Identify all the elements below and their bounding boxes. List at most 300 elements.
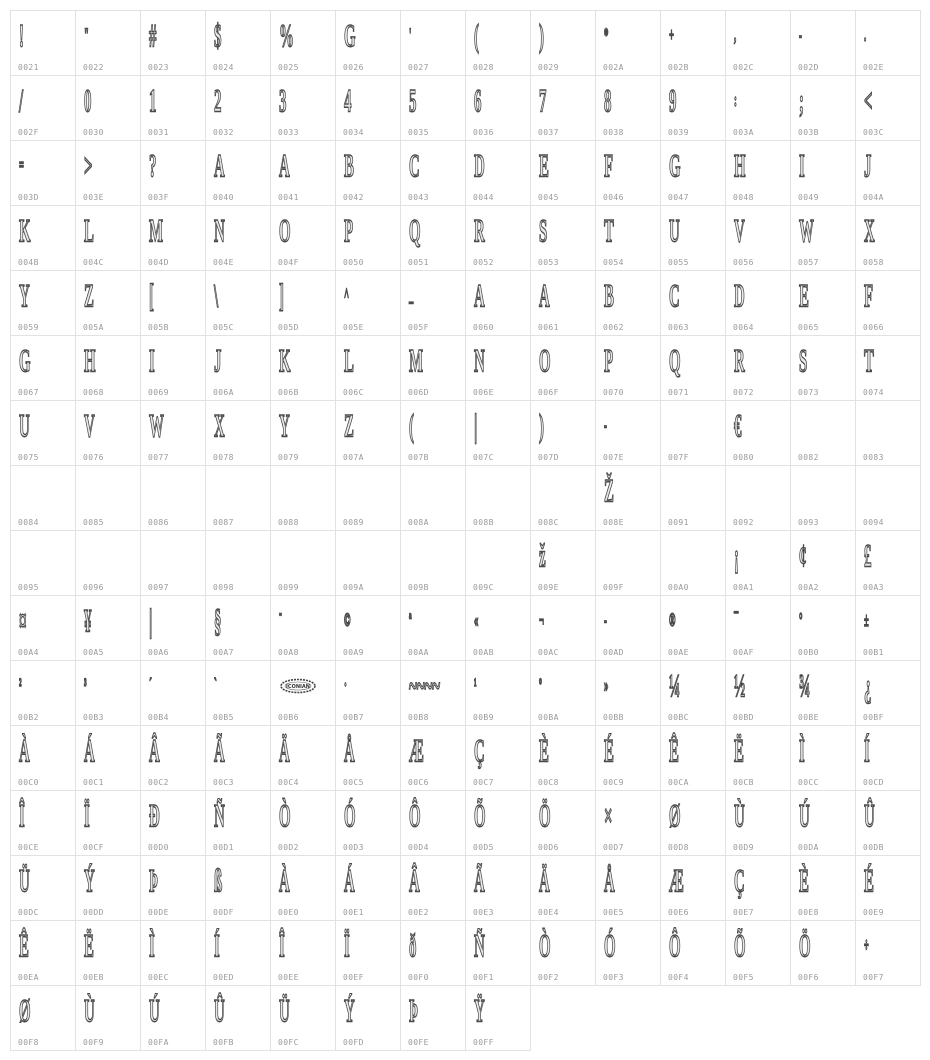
glyph-char: B: [604, 279, 614, 315]
glyph-cell-0030[interactable]: [75, 75, 141, 141]
glyph-cell-008a[interactable]: [400, 465, 466, 531]
codepoint-label: 0059: [18, 323, 39, 332]
glyph-cell-0088[interactable]: [270, 465, 336, 531]
glyph-char: Y: [279, 409, 290, 445]
glyph-cell-0028[interactable]: [465, 10, 531, 76]
codepoint-label: 0073: [798, 388, 819, 397]
glyph-cell-00d8[interactable]: [660, 790, 726, 856]
glyph-cell-0038[interactable]: [595, 75, 661, 141]
codepoint-label: 0080: [733, 453, 754, 462]
glyph-char: [19, 527, 50, 586]
glyph-cell-0087[interactable]: [205, 465, 271, 531]
glyph-cell-00ee[interactable]: [270, 920, 336, 986]
glyph-cell-00e2[interactable]: [400, 855, 466, 921]
glyph-cell-0089[interactable]: [335, 465, 401, 531]
glyph-cell-00e7[interactable]: [725, 855, 791, 921]
glyph-char: *: [604, 26, 609, 47]
glyph-cell-004c[interactable]: [75, 205, 141, 271]
glyph-cell-004f[interactable]: [270, 205, 336, 271]
glyph-cell-00ad[interactable]: [595, 595, 661, 661]
glyph-cell-00f7[interactable]: [855, 920, 921, 986]
glyph-cell-00d1[interactable]: [205, 790, 271, 856]
glyph-cell-00d0[interactable]: [140, 790, 206, 856]
glyph-cell-00ec[interactable]: [140, 920, 206, 986]
glyph-cell-00b9[interactable]: [465, 660, 531, 726]
glyph-cell-0050[interactable]: [335, 205, 401, 271]
glyph-cell-00e3[interactable]: [465, 855, 531, 921]
glyph-char: Ñ: [214, 799, 225, 835]
glyph-cell-0086[interactable]: [140, 465, 206, 531]
codepoint-label: 0071: [668, 388, 689, 397]
glyph-cell-002e[interactable]: [855, 10, 921, 76]
codepoint-label: 007F: [668, 453, 689, 462]
glyph-cell-00e4[interactable]: [530, 855, 596, 921]
glyph-cell-00ce[interactable]: [10, 790, 76, 856]
codepoint-label: 0054: [603, 258, 624, 267]
glyph-cell-00aa[interactable]: [400, 595, 466, 661]
glyph-cell-00fd[interactable]: [335, 985, 401, 1051]
glyph-cell-0073[interactable]: [790, 335, 856, 401]
glyph-cell-007c[interactable]: [465, 400, 531, 466]
codepoint-label: 00A8: [278, 648, 299, 657]
glyph-cell-00bf[interactable]: [855, 660, 921, 726]
codepoint-label: 00DF: [213, 908, 234, 917]
glyph-char: 5: [409, 84, 417, 120]
codepoint-label: 00B5: [213, 713, 234, 722]
glyph-cell-00e1[interactable]: [335, 855, 401, 921]
glyph-cell-00b6[interactable]: [270, 660, 336, 726]
codepoint-label: 003B: [798, 128, 819, 137]
glyph-char: .: [864, 26, 867, 47]
codepoint-label: 00F4: [668, 973, 689, 982]
glyph-char: Ê: [19, 929, 29, 965]
glyph-cell-0023[interactable]: [140, 10, 206, 76]
glyph-cell-0084[interactable]: [10, 465, 76, 531]
glyph-cell-0068[interactable]: [75, 335, 141, 401]
glyph-cell-00b7[interactable]: [335, 660, 401, 726]
glyph-cell-0053[interactable]: [530, 205, 596, 271]
svg-text:ICONIAN: ICONIAN: [286, 684, 310, 690]
glyph-cell-0085[interactable]: [75, 465, 141, 531]
glyph-cell-0042[interactable]: [335, 140, 401, 206]
glyph-cell-0037[interactable]: [530, 75, 596, 141]
codepoint-label: 00EA: [18, 973, 39, 982]
codepoint-label: 0099: [278, 583, 299, 592]
glyph-cell-00cf[interactable]: [75, 790, 141, 856]
glyph-cell-0049[interactable]: [790, 140, 856, 206]
glyph-cell-00a0[interactable]: [660, 530, 726, 596]
glyph-cell-0066[interactable]: [855, 270, 921, 336]
glyph-char: U: [669, 214, 680, 250]
glyph-cell-00a7[interactable]: [205, 595, 271, 661]
glyph-char: ±: [864, 611, 869, 632]
glyph-cell-0079[interactable]: [270, 400, 336, 466]
glyph-cell-00ef[interactable]: [335, 920, 401, 986]
glyph-cell-006a[interactable]: [205, 335, 271, 401]
glyph-char: Õ: [474, 799, 486, 835]
glyph-cell-007e[interactable]: [595, 400, 661, 466]
glyph-cell-00f6[interactable]: [790, 920, 856, 986]
glyph-cell-00db[interactable]: [855, 790, 921, 856]
codepoint-label: 0049: [798, 193, 819, 202]
glyph-cell-008c[interactable]: [530, 465, 596, 531]
glyph-cell-0044[interactable]: [465, 140, 531, 206]
glyph-char: ^: [344, 286, 350, 307]
glyph-cell-0096[interactable]: [75, 530, 141, 596]
glyph-cell-0029[interactable]: [530, 10, 596, 76]
glyph-cell-003d[interactable]: [10, 140, 76, 206]
glyph-cell-005c[interactable]: [205, 270, 271, 336]
glyph-cell-00e0[interactable]: [270, 855, 336, 921]
glyph-cell-00f3[interactable]: [595, 920, 661, 986]
glyph-cell-00d7[interactable]: [595, 790, 661, 856]
glyph-cell-009a[interactable]: [335, 530, 401, 596]
codepoint-label: 0047: [668, 193, 689, 202]
glyph-cell-003b[interactable]: [790, 75, 856, 141]
codepoint-label: 005E: [343, 323, 364, 332]
glyph-char: G: [344, 19, 356, 55]
glyph-cell-00f2[interactable]: [530, 920, 596, 986]
glyph-cell-0035[interactable]: [400, 75, 466, 141]
codepoint-label: 0043: [408, 193, 429, 202]
glyph-char: B: [344, 149, 354, 185]
glyph-cell-005e[interactable]: [335, 270, 401, 336]
glyph-char: A: [214, 149, 225, 185]
glyph-cell-00da[interactable]: [790, 790, 856, 856]
glyph-cell-0091[interactable]: [660, 465, 726, 531]
glyph-cell-0059[interactable]: [10, 270, 76, 336]
glyph-cell-00f8[interactable]: [10, 985, 76, 1051]
glyph-cell-0078[interactable]: [205, 400, 271, 466]
glyph-cell-00c2[interactable]: [140, 725, 206, 791]
glyph-cell-00a4[interactable]: [10, 595, 76, 661]
glyph-cell-00c0[interactable]: [10, 725, 76, 791]
glyph-char: ÷: [864, 936, 869, 957]
glyph-cell-00c5[interactable]: [335, 725, 401, 791]
glyph-cell-005a[interactable]: [75, 270, 141, 336]
glyph-cell-0095[interactable]: [10, 530, 76, 596]
glyph-cell-00c9[interactable]: [595, 725, 661, 791]
glyph-cell-00ff[interactable]: [465, 985, 531, 1051]
glyph-cell-00b3[interactable]: [75, 660, 141, 726]
glyph-char: O: [539, 344, 551, 380]
glyph-cell-00b8[interactable]: [400, 660, 466, 726]
glyph-cell-0025[interactable]: [270, 10, 336, 76]
glyph-char: Ø: [19, 994, 31, 1030]
glyph-char: Ã: [214, 734, 225, 770]
glyph-cell-00a5[interactable]: [75, 595, 141, 661]
glyph-cell-00d5[interactable]: [465, 790, 531, 856]
glyph-cell-00f4[interactable]: [660, 920, 726, 986]
glyph-cell-008b[interactable]: [465, 465, 531, 531]
glyph-cell-007a[interactable]: [335, 400, 401, 466]
glyph-cell-009c[interactable]: [465, 530, 531, 596]
glyph-cell-00a8[interactable]: [270, 595, 336, 661]
glyph-char: I: [149, 344, 155, 380]
glyph-cell-00f1[interactable]: [465, 920, 531, 986]
glyph-cell-00d2[interactable]: [270, 790, 336, 856]
glyph-cell-0070[interactable]: [595, 335, 661, 401]
codepoint-label: 00CD: [863, 778, 884, 787]
glyph-cell-0074[interactable]: [855, 335, 921, 401]
glyph-cell-00dc[interactable]: [10, 855, 76, 921]
glyph-cell-00ea[interactable]: [10, 920, 76, 986]
glyph-char: Q: [669, 344, 681, 380]
codepoint-label: 00B3: [83, 713, 104, 722]
glyph-cell-00a6[interactable]: [140, 595, 206, 661]
codepoint-label: 0029: [538, 63, 559, 72]
glyph-cell-0075[interactable]: [10, 400, 76, 466]
codepoint-label: 0063: [668, 323, 689, 332]
glyph-cell-004d[interactable]: [140, 205, 206, 271]
glyph-cell-002f[interactable]: [10, 75, 76, 141]
codepoint-label: 00FC: [278, 1038, 299, 1047]
glyph-cell-00dd[interactable]: [75, 855, 141, 921]
glyph-cell-00e6[interactable]: [660, 855, 726, 921]
glyph-cell-0039[interactable]: [660, 75, 726, 141]
codepoint-label: 00D7: [603, 843, 624, 852]
glyph-cell-00ed[interactable]: [205, 920, 271, 986]
glyph-cell-0032[interactable]: [205, 75, 271, 141]
glyph-char: À: [19, 734, 30, 770]
glyph-cell-00fa[interactable]: [140, 985, 206, 1051]
glyph-cell-003c[interactable]: [855, 75, 921, 141]
glyph-char: Ü: [19, 864, 30, 900]
glyph-cell-00a3[interactable]: [855, 530, 921, 596]
glyph-cell-006e[interactable]: [465, 335, 531, 401]
glyph-cell-00f0[interactable]: [400, 920, 466, 986]
codepoint-label: 00AE: [668, 648, 689, 657]
glyph-cell-00e9[interactable]: [855, 855, 921, 921]
codepoint-label: 00F0: [408, 973, 429, 982]
glyph-cell-0062[interactable]: [595, 270, 661, 336]
glyph-cell-003e[interactable]: [75, 140, 141, 206]
glyph-cell-0031[interactable]: [140, 75, 206, 141]
glyph-cell-006f[interactable]: [530, 335, 596, 401]
glyph-cell-0045[interactable]: [530, 140, 596, 206]
glyph-cell-00fb[interactable]: [205, 985, 271, 1051]
codepoint-label: 00BD: [733, 713, 754, 722]
glyph-char: A: [474, 279, 485, 315]
codepoint-label: 0031: [148, 128, 169, 137]
glyph-cell-0097[interactable]: [140, 530, 206, 596]
codepoint-label: 00E1: [343, 908, 364, 917]
glyph-cell-00f9[interactable]: [75, 985, 141, 1051]
glyph-cell-0064[interactable]: [725, 270, 791, 336]
codepoint-label: 009B: [408, 583, 429, 592]
glyph-cell-0093[interactable]: [790, 465, 856, 531]
glyph-cell-0034[interactable]: [335, 75, 401, 141]
glyph-cell-002c[interactable]: [725, 10, 791, 76]
glyph-cell-0043[interactable]: [400, 140, 466, 206]
glyph-cell-009f[interactable]: [595, 530, 661, 596]
glyph-cell-006d[interactable]: [400, 335, 466, 401]
glyph-cell-00a9[interactable]: [335, 595, 401, 661]
glyph-cell-007d[interactable]: [530, 400, 596, 466]
glyph-cell-00eb[interactable]: [75, 920, 141, 986]
glyph-char: [149, 462, 180, 521]
codepoint-label: 00D3: [343, 843, 364, 852]
glyph-cell-0022[interactable]: [75, 10, 141, 76]
glyph-cell-0065[interactable]: [790, 270, 856, 336]
glyph-cell-0080[interactable]: [725, 400, 791, 466]
glyph-cell-0099[interactable]: [270, 530, 336, 596]
glyph-cell-00d6[interactable]: [530, 790, 596, 856]
glyph-cell-0077[interactable]: [140, 400, 206, 466]
glyph-cell-00ab[interactable]: [465, 595, 531, 661]
glyph-cell-0067[interactable]: [10, 335, 76, 401]
glyph-cell-002a[interactable]: [595, 10, 661, 76]
glyph-cell-0036[interactable]: [465, 75, 531, 141]
glyph-cell-00bd[interactable]: [725, 660, 791, 726]
glyph-cell-0071[interactable]: [660, 335, 726, 401]
glyph-cell-00af[interactable]: [725, 595, 791, 661]
glyph-cell-00b4[interactable]: [140, 660, 206, 726]
glyph-cell-00d3[interactable]: [335, 790, 401, 856]
codepoint-label: 00B2: [18, 713, 39, 722]
glyph-cell-0021[interactable]: [10, 10, 76, 76]
glyph-cell-0051[interactable]: [400, 205, 466, 271]
glyph-cell-00d9[interactable]: [725, 790, 791, 856]
glyph-char: G: [669, 149, 681, 185]
codepoint-label: 009C: [473, 583, 494, 592]
glyph-cell-002b[interactable]: [660, 10, 726, 76]
glyph-cell-0092[interactable]: [725, 465, 791, 531]
codepoint-label: 007E: [603, 453, 624, 462]
glyph-cell-004e[interactable]: [205, 205, 271, 271]
codepoint-label: 0045: [538, 193, 559, 202]
glyph-cell-0058[interactable]: [855, 205, 921, 271]
glyph-cell-0083[interactable]: [855, 400, 921, 466]
glyph-cell-004b[interactable]: [10, 205, 76, 271]
glyph-cell-0048[interactable]: [725, 140, 791, 206]
glyph-cell-0098[interactable]: [205, 530, 271, 596]
glyph-char: ¡: [734, 539, 739, 575]
glyph-cell-003a[interactable]: [725, 75, 791, 141]
glyph-cell-00be[interactable]: [790, 660, 856, 726]
glyph-cell-00cd[interactable]: [855, 725, 921, 791]
glyph-cell-00c4[interactable]: [270, 725, 336, 791]
glyph-cell-0024[interactable]: [205, 10, 271, 76]
glyph-char: 3: [279, 84, 287, 120]
glyph-cell-00bc[interactable]: [660, 660, 726, 726]
glyph-cell-0063[interactable]: [660, 270, 726, 336]
glyph-cell-00e8[interactable]: [790, 855, 856, 921]
glyph-char: §: [214, 604, 222, 640]
glyph-cell-007b[interactable]: [400, 400, 466, 466]
glyph-cell-00c3[interactable]: [205, 725, 271, 791]
glyph-cell-0054[interactable]: [595, 205, 661, 271]
glyph-cell-006b[interactable]: [270, 335, 336, 401]
glyph-char: ¾: [799, 669, 811, 705]
glyph-cell-00b5[interactable]: [205, 660, 271, 726]
glyph-cell-00a1[interactable]: [725, 530, 791, 596]
glyph-cell-0061[interactable]: [530, 270, 596, 336]
glyph-cell-003f[interactable]: [140, 140, 206, 206]
glyph-char: Â: [149, 734, 160, 770]
codepoint-label: 00A2: [798, 583, 819, 592]
glyph-cell-0076[interactable]: [75, 400, 141, 466]
glyph-cell-007f[interactable]: [660, 400, 726, 466]
glyph-char: L: [84, 214, 94, 250]
codepoint-label: 0044: [473, 193, 494, 202]
glyph-cell-005d[interactable]: [270, 270, 336, 336]
glyph-cell-00a2[interactable]: [790, 530, 856, 596]
glyph-cell-00c8[interactable]: [530, 725, 596, 791]
glyph-cell-00d4[interactable]: [400, 790, 466, 856]
glyph-cell-0033[interactable]: [270, 75, 336, 141]
codepoint-label: 00D6: [538, 843, 559, 852]
glyph-cell-009b[interactable]: [400, 530, 466, 596]
glyph-cell-0060[interactable]: [465, 270, 531, 336]
codepoint-label: 0032: [213, 128, 234, 137]
glyph-cell-00fc[interactable]: [270, 985, 336, 1051]
glyph-cell-00c7[interactable]: [465, 725, 531, 791]
glyph-cell-0040[interactable]: [205, 140, 271, 206]
glyph-cell-00fe[interactable]: [400, 985, 466, 1051]
glyph-cell-00df[interactable]: [205, 855, 271, 921]
glyph-cell-0026[interactable]: [335, 10, 401, 76]
glyph-cell-0072[interactable]: [725, 335, 791, 401]
glyph-cell-00cc[interactable]: [790, 725, 856, 791]
glyph-cell-0082[interactable]: [790, 400, 856, 466]
glyph-cell-0094[interactable]: [855, 465, 921, 531]
glyph-cell-00ba[interactable]: [530, 660, 596, 726]
glyph-cell-00cb[interactable]: [725, 725, 791, 791]
glyph-cell-0052[interactable]: [465, 205, 531, 271]
glyph-char: [84, 462, 115, 521]
glyph-cell-0055[interactable]: [660, 205, 726, 271]
glyph-cell-004a[interactable]: [855, 140, 921, 206]
glyph-cell-0046[interactable]: [595, 140, 661, 206]
glyph-cell-00ae[interactable]: [660, 595, 726, 661]
glyph-cell-005b[interactable]: [140, 270, 206, 336]
glyph-cell-00b0[interactable]: [790, 595, 856, 661]
glyph-cell-0047[interactable]: [660, 140, 726, 206]
glyph-cell-00de[interactable]: [140, 855, 206, 921]
glyph-cell-009e[interactable]: [530, 530, 596, 596]
glyph-cell-00bb[interactable]: [595, 660, 661, 726]
codepoint-label: 003E: [83, 193, 104, 202]
glyph-cell-00ac[interactable]: [530, 595, 596, 661]
glyph-cell-00e5[interactable]: [595, 855, 661, 921]
glyph-cell-0027[interactable]: [400, 10, 466, 76]
glyph-cell-00ca[interactable]: [660, 725, 726, 791]
glyph-cell-008e[interactable]: [595, 465, 661, 531]
codepoint-label: 00A9: [343, 648, 364, 657]
codepoint-label: 00E3: [473, 908, 494, 917]
glyph-cell-00b2[interactable]: [10, 660, 76, 726]
codepoint-label: 0030: [83, 128, 104, 137]
glyph-cell-0056[interactable]: [725, 205, 791, 271]
codepoint-label: 00A3: [863, 583, 884, 592]
glyph-cell-00c6[interactable]: [400, 725, 466, 791]
codepoint-label: 00CC: [798, 778, 819, 787]
glyph-cell-00b1[interactable]: [855, 595, 921, 661]
glyph-char: [19, 462, 50, 521]
glyph-cell-006c[interactable]: [335, 335, 401, 401]
glyph-cell-00f5[interactable]: [725, 920, 791, 986]
glyph-char: [409, 527, 440, 586]
glyph-cell-00c1[interactable]: [75, 725, 141, 791]
codepoint-label: 00C1: [83, 778, 104, 787]
glyph-cell-002d[interactable]: [790, 10, 856, 76]
glyph-cell-0041[interactable]: [270, 140, 336, 206]
glyph-cell-005f[interactable]: [400, 270, 466, 336]
glyph-char: ): [539, 19, 544, 55]
glyph-cell-0069[interactable]: [140, 335, 206, 401]
glyph-cell-0057[interactable]: [790, 205, 856, 271]
